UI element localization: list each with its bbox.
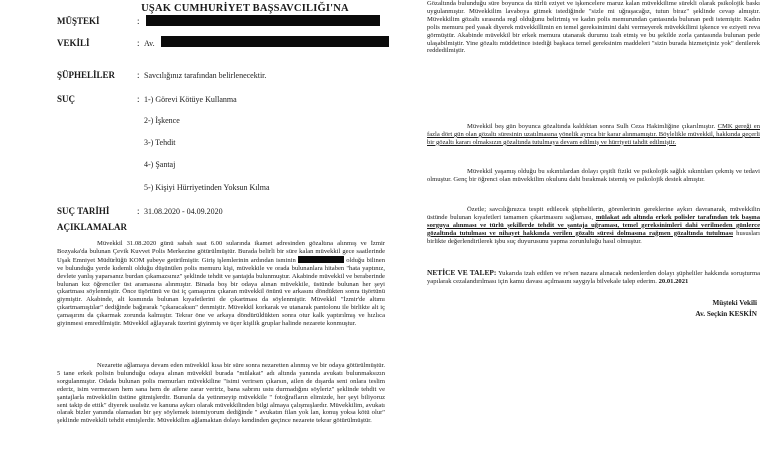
request-label: NETİCE VE TALEP: <box>427 268 497 277</box>
colon: : <box>137 16 140 26</box>
document-title: UŞAK CUMHURİYET BAŞSAVCILIĞI'NA <box>141 3 349 14</box>
redacted-complainant <box>146 15 380 26</box>
redacted-name <box>298 256 344 263</box>
left-paragraph-1: Müvekkil 31.08.2020 günü sabah saat 6.00 sularında ikamet adresinden gözaltına alınmış ve İzmir Bozyaka'da bulunan Çevik Kuvvet Polis Merkezine götürülmüştür. Burada belirli bir süre kalan müvekkil gece saatlerinde Uşak Emniyet Müdürlüğü KOM şubeye getirilmiştir. Giriş işlemlerinin ardından isminin olduğu bilinen ve bulunduğu yerde kıdemli olduğu düşünülen polis memuru kişi, müvekkile ve orada bulunanlara hitaben "hata yaptınız, devlete yanlış yaparsanız burdan çıkamazsınız" şeklinde tehdit ve şantajda bulunmuştur. Akabinde müvekkil ve beraberinde bulunan kız öğrenciler üst aramasına alınmıştır. Binada boş bir odaya alınan müvekkile, üstünde bulunan her şeyi çıkartması söylenmiştir. Önce tişörtünü ve üst iç çamaşırını çıkaran müvekkil önünü ve arkasını döndükten sonra tişörtünü giymiştir. Akabinde, alt kısmında bulunan kıyafetlerini de çıkartması da söylenmiştir. Müvekkil "İzmir'de altımı çıkartmamıştılar" dediğinde bağırarak "çıkaracaksın" denmiştir. Müvekkil korkarak ve utanarak pantolonu ile birlikte alt iç çamaşırını da çıkarmak zorunda kalmıştır. Tekrar öne ve arkaya döndürüldükten sonra otur kalk yaptırılmış ve hızlıca giyinmesi emredilmiştir. Müvekkil ağlayarak üzerini giyinmiş ve üçer kişilik gruplar halinde nezarete konmuştur. <box>57 240 385 328</box>
right-column <box>395 0 780 470</box>
redacted-attorney <box>161 36 389 47</box>
colon: : <box>137 94 140 104</box>
suspects-label: ŞÜPHELİLER <box>57 70 116 80</box>
crime-item: 4-) Şantaj <box>144 160 176 169</box>
colon: : <box>137 38 140 48</box>
right-paragraph-4: Özetle; savcılığınızca tespit edilecek şüphelilerin, görenlerinin gereklerine aykırı davranarak, müvekkilin üstünde bulunan kıyafetleri tamamen çıkartmasını sağlaması, mülakat adı altında erkek polisler tarafından tek başına sorguya alınması ve türlü şekillerde tehdit ve şantaja uğraması, temel gereksinimleri dahi verilmeden günlerce gözaltında tutulması ve nihayet hakkında verilen gözaltı süresi dolmasına rağmen gözaltında tutulması hususları birlikte değerlendirilerek işbu suç duyurusunu yapma zorunluluğu hasıl olmuştur. <box>427 206 761 245</box>
colon: : <box>137 70 140 80</box>
crime-item: 2-) İşkence <box>144 116 180 125</box>
request-paragraph: NETİCE VE TALEP: Yukarıda izah edilen ve re'sen nazara alınacak nedenlerden dolayı şüpheliler hakkında soruşturma yapılarak cezalandırılması için kamu davası açılmasını saygıyla bilvekale talep ederim. 20.01.2021 <box>427 268 761 285</box>
attorney-prefix: Av. <box>144 39 155 48</box>
crime-date-value: 31.08.2020 - 04.09.2020 <box>144 207 223 216</box>
crime-label: SUÇ <box>57 94 76 104</box>
complainant-label: MÜŞTEKİ <box>57 16 100 26</box>
right-paragraph-1: Gözaltında bulunduğu süre boyunca da türlü eziyet ve işkencelere maruz kalan müvekkilime sürekli olarak psikolojik baskı uygulanmıştır. Müvekkilim lavaboya gitmek istediğinde "sizle mi uğraşacağız, tutun biraz" şeklinde cevap almıştır. Müvekkilim gözaltı sırasında regl olduğunu belirtmiş ve kadın polis memurundan çantasında bulunan pedi istemiştir. Kadın polis memuru ped yasak diyerek müvekkillimin en temel gereksinimini dahi vermeyerek müvekkilimi işkence ve eziyeti reva görmüştür. Akabinde müvekkil bir erkek memura utanarak durumu izah etmiş ve bu şekilde zorla çantasında bulunan pede ulaşabilmiştir. Yine gözaltı müddetince istediği başkaca temel gereksinim maddeleri "sizin burada hizmetçiniz yok" denilerek reddedilmiştir. <box>427 0 760 55</box>
signature-name: Av. Seçkin KESKİN <box>695 310 757 318</box>
crime-date-label: SUÇ TARİHİ <box>57 206 110 216</box>
underlined-text: CMK gereği en fazla dört gün olan gözaltı süresinin uzatılmasına yönelik ayrıca bir karar alınmamıştır. Böylelikle müvekkil, hakkında geçerli bir gözaltı kararı olmaksızın gözaltında tutulmaya devam edilmiş ve hürriyeti tahdit edilmiştir. <box>427 123 760 146</box>
right-paragraph-3: Müvekkil yaşamış olduğu bu sıkıntılardan dolayı çeşitli fiziki ve psikolojik sağlık sıkıntıları çekmiş ve tedavi olmuştur. Genç bir öğrenci olan müvekkilim okulunu dahi bırakmak istemiş ve psikolojik destek almıştır. <box>427 168 760 183</box>
crime-item: 5-) Kişiyi Hürriyetinden Yoksun Kılma <box>144 183 270 192</box>
crime-item: 3-) Tehdit <box>144 138 176 147</box>
signature-title: Müşteki Vekili <box>712 299 757 307</box>
attorney-label: VEKİLİ <box>57 38 90 48</box>
left-paragraph-2: Nezarette ağlamaya devam eden müvekkil kısa bir süre sonra nezaretten alınmış ve bir odaya götürülmüştür. 5 tane erkek polisin bulunduğu odaya alınan müvekkil burada "mülakat" adı altında yanında avukatı bulunmaksızın sorgulanmıştır. Odada bulunan polis memurları müvekkiline "isimi verirsen çıkarsın, ailen de dışarda seni onlara teslim ederiz, isim vermezsen hem sana hem de ailene zarar veririz, bana sabrını ustu durmadığını söyleriz" şeklinde tehdit ve şantajlarla müvekkilin üstüne gitmişlerdir. Bununla da yetinmeyip müvekkile " fotoğrafların elimizde, her şeyi biliyoruz seni takip de ettik" diyerek usulsüz ve kanuna aykırı olarak müvekkilinden bilgi almaya çalışmışlardır. Müvekkilim, avukatı olarak bizler yanında olamadan bir şey söylemek istemiyorum dediğinde " avukatın filan yok lan, konuş yoksa kötü olur" şeklinde müvekkili tehdit etmişlerdir. Müvekkilim ağlamaktan dolayı kendinden geçince nezarete tekrar götürülmüştür. <box>57 362 385 425</box>
crime-item: 1-) Görevi Kötüye Kullanma <box>144 95 237 104</box>
colon: : <box>137 206 140 216</box>
explanations-label: AÇIKLAMALAR <box>57 222 128 232</box>
suspects-value: Savcılığınız tarafından belirlenecektir. <box>144 71 267 80</box>
underlined-text: mülakat adı altında erkek polisler tarafından tek başına sorguya alınması ve türlü şekillerde tehdit ve şantaja uğraması, temel gereksinimleri dahi verilmeden günlerce gözaltında tutulması ve nihayet hakkında verilen gözaltı süresi dolmasına rağmen gözaltında tutulması <box>427 213 761 237</box>
right-paragraph-2: Müvekkil beş gün boyunca gözaltında kaldıktan sonra Sulh Ceza Hakimliğine çıkarılmıştır. CMK gereği en fazla dört gün olan gözaltı süresinin uzatılmasına yönelik ayrıca bir karar alınmamıştır. Böylelikle müvekkil, hakkında geçerli bir gözaltı kararı olmaksızın gözaltında tutulmaya devam edilmiş ve hürriyeti tahdit edilmiştir. <box>427 123 760 146</box>
request-date: 20.01.2021 <box>658 277 689 285</box>
